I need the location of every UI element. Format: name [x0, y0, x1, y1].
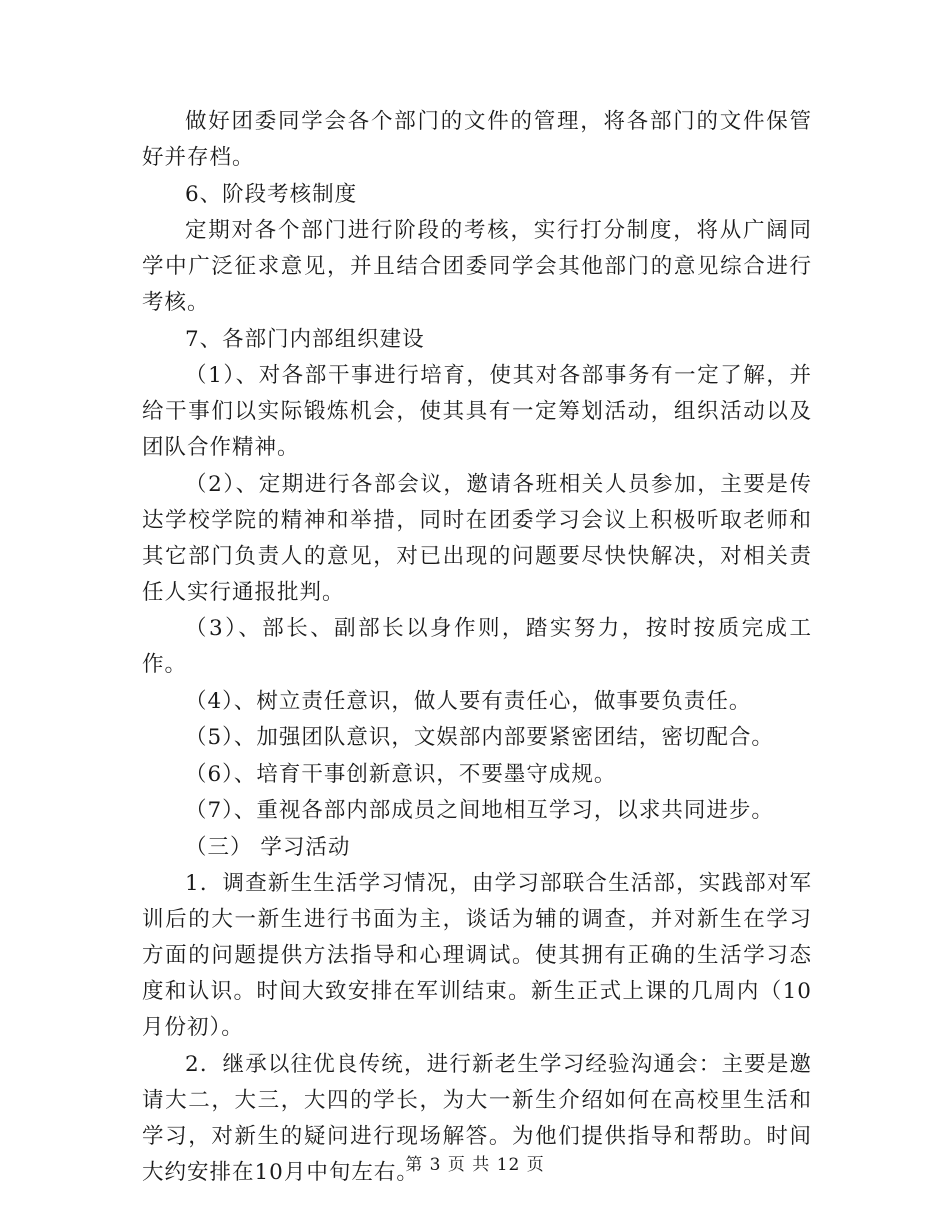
paragraph-item-3: （3）、部长、副部长以身作则，踏实努力，按时按质完成工作。 [142, 616, 812, 677]
paragraph-file-management: 做好团委同学会各个部门的文件的管理，将各部门的文件保管好并存档。 [142, 109, 812, 170]
heading-learning-activities: （三） 学习活动 [185, 834, 351, 860]
paragraph-item-7: （7）、重视各部内部成员之间地相互学习，以求共同进步。 [185, 798, 774, 823]
heading-internal-organization: 7、各部门内部组织建设 [185, 326, 425, 352]
paragraph-item-2: （2）、定期进行各部会议，邀请各班相关人员参加，主要是传达学校学院的精神和举措，同时在团委学习会议上积极听取老师和其它部门负责人的意见，对已出现的问题要尽快快解决，对相关责任人实行通报批判。 [142, 471, 812, 605]
page-number-footer: 第 3 页 共 12 页 [405, 1155, 545, 1175]
document-body [142, 104, 812, 1191]
paragraph-stage-assessment: 定期对各个部门进行阶段的考核，实行打分制度，将从广阔同学中广泛征求意见，并且结合团委同学会其他部门的意见综合进行考核。 [142, 218, 812, 315]
paragraph-item-5: （5）、加强团队意识，文娱部内部要紧密团结，密切配合。 [185, 725, 774, 750]
paragraph-activity-2: 2．继承以往优良传统，进行新老生学习经验沟通会：主要是邀请大二，大三，大四的学长，为大一新生介绍如何在高校里生活和学习，对新生的疑问进行现场解答。为他们提供指导和帮助。时间大约安排在10月中旬左右。 [142, 1051, 812, 1185]
paragraph-item-1: （1）、对各部干事进行培育，使其对各部事务有一定了解，并给干事们以实际锻炼机会，使其具有一定筹划活动，组织活动以及团队合作精神。 [142, 363, 812, 460]
heading-stage-assessment: 6、阶段考核制度 [185, 181, 358, 207]
paragraph-item-4: （4）、树立责任意识，做人要有责任心，做事要负责任。 [185, 688, 752, 714]
paragraph-item-6: （6）、培育干事创新意识，不要墨守成规。 [185, 761, 617, 787]
paragraph-activity-1: 1．调查新生生活学习情况，由学习部联合生活部，实践部对军训后的大一新生进行书面为主，谈话为辅的调查，并对新生在学习方面的问题提供方法指导和心理调试。使其拥有正确的生活学习态度和认识。时间大致安排在军训结束。新生正式上课的几周内（10月份初）。 [142, 871, 812, 1040]
